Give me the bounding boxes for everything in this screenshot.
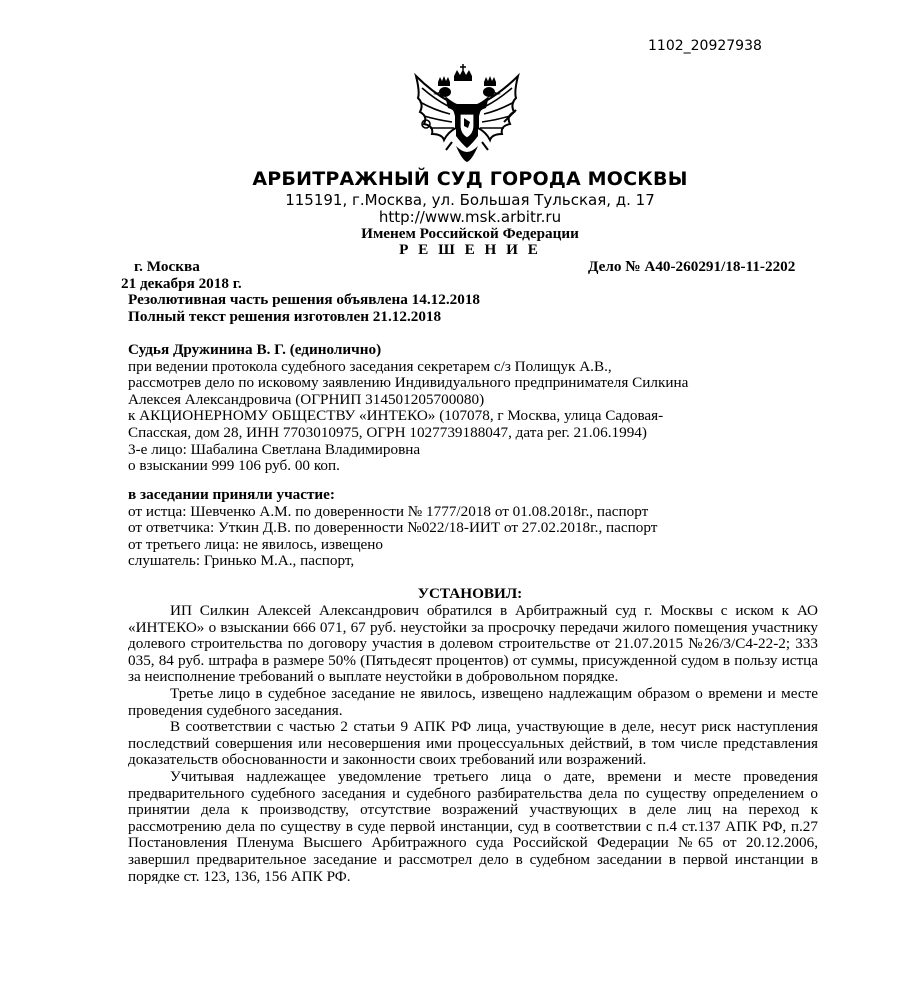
paragraph: Учитывая надлежащее уведомление третьего лица о дате, времени и месте проведения предварительного судебного заседания и судебного разбирательства дела по существу определением о принятии дела к производству, отсутствие возражений участвующих в деле лиц на переход к рассмотрению дела по существу в суде первой инстанции, суд в соответствии с п.4 ст.137 АПК РФ, п.27 Постановления Пленума Высшего Арбитражного суда Российской Федерации №65 от 20.12.2006, завершил предварительное заседание и рассмотрел дело в судебном заседании в первой инстанции в порядке ст. 123, 136, 156 АПК РФ. (128, 767, 818, 885)
text-line: к АКЦИОНЕРНОМУ ОБЩЕСТВУ «ИНТЕКО» (107078, г Москва, улица Садовая- (128, 407, 664, 425)
text-line: о взыскании 999 106 руб. 00 коп. (128, 457, 340, 475)
in-the-name-line: Именем Российской Федерации (361, 225, 579, 242)
participant-line: от истца: Шевченко А.М. по доверенности № 1777/2018 от 01.08.2018г., паспорт (128, 502, 649, 520)
text-line: 3-е лицо: Шабалина Светлана Владимировна (128, 440, 421, 458)
judge-block (128, 342, 818, 475)
established-text (128, 603, 818, 885)
decision-heading: Р Е Ш Е Н И Е (399, 241, 541, 258)
court-address: 115191, г.Москва, ул. Большая Тульская, д. 17 (285, 191, 655, 209)
judge-line: Судья Дружинина В. Г. (единолично) (128, 341, 382, 358)
operative-part-date: Резолютивная часть решения объявлена 14.12.2018 (128, 291, 481, 308)
participant-line: от третьего лица: не явилось, извещено (128, 535, 383, 553)
participants-heading: в заседании приняли участие: (128, 486, 335, 503)
full-text-date: Полный текст решения изготовлен 21.12.2018 (128, 308, 442, 325)
text-line: рассмотрев дело по исковому заявлению Индивидуального предпринимателя Силкина (128, 374, 689, 392)
case-number: Дело № А40-260291/18-11-2202 (588, 258, 796, 275)
participants-block (128, 487, 818, 570)
text-line: Алексея Александровича (ОГРНИП 314501205700080) (128, 390, 485, 408)
paragraph: ИП Силкин Алексей Александрович обратился в Арбитражный суд г. Москвы с иском к АО «ИНТЕКО» о взыскании 666 071, 67 руб. неустойки за просрочку передачи жилого помещения участнику долевого строительства по договору участия в долевом строительстве от 21.07.2015 №26/3/С4-22-2; 333 035, 84 руб. штрафа в размере 50% (Пятьдесят процентов) от суммы, присужденной судом в пользу истца за неисполнение требований о выплате неустойки в добровольном порядке. (128, 602, 818, 686)
court-name: АРБИТРАЖНЫЙ СУД ГОРОДА МОСКВЫ (252, 168, 688, 190)
document-id: 1102_20927938 (648, 38, 762, 54)
text-line: Спасская, дом 28, ИНН 7703010975, ОГРН 1027739188047, дата рег. 21.06.1994) (128, 423, 647, 441)
decision-date: 21 декабря 2018 г. (121, 275, 242, 292)
paragraph: Третье лицо в судебное заседание не явилось, извещено надлежащим образом о времени и месте проведения судебного заседания. (128, 684, 818, 719)
participant-line: слушатель: Гринько М.А., паспорт, (128, 552, 355, 570)
paragraph: В соответствии с частью 2 статьи 9 АПК РФ лица, участвующие в деле, несут риск наступления последствий совершения или несовершения ими процессуальных действий, в том числе представления доказательств обоснованности и законности своих требований или возражений. (128, 718, 818, 769)
established-heading: УСТАНОВИЛ: (417, 585, 523, 602)
court-website: http://www.msk.arbitr.ru (378, 208, 562, 226)
participant-line: от ответчика: Уткин Д.В. по доверенности №022/18-ИИТ от 27.02.2018г., паспорт (128, 519, 658, 537)
coat-of-arms-emblem (412, 62, 522, 167)
city: г. Москва (134, 258, 200, 275)
text-line: при ведении протокола судебного заседания секретарем с/з Полищук А.В., (128, 357, 612, 375)
